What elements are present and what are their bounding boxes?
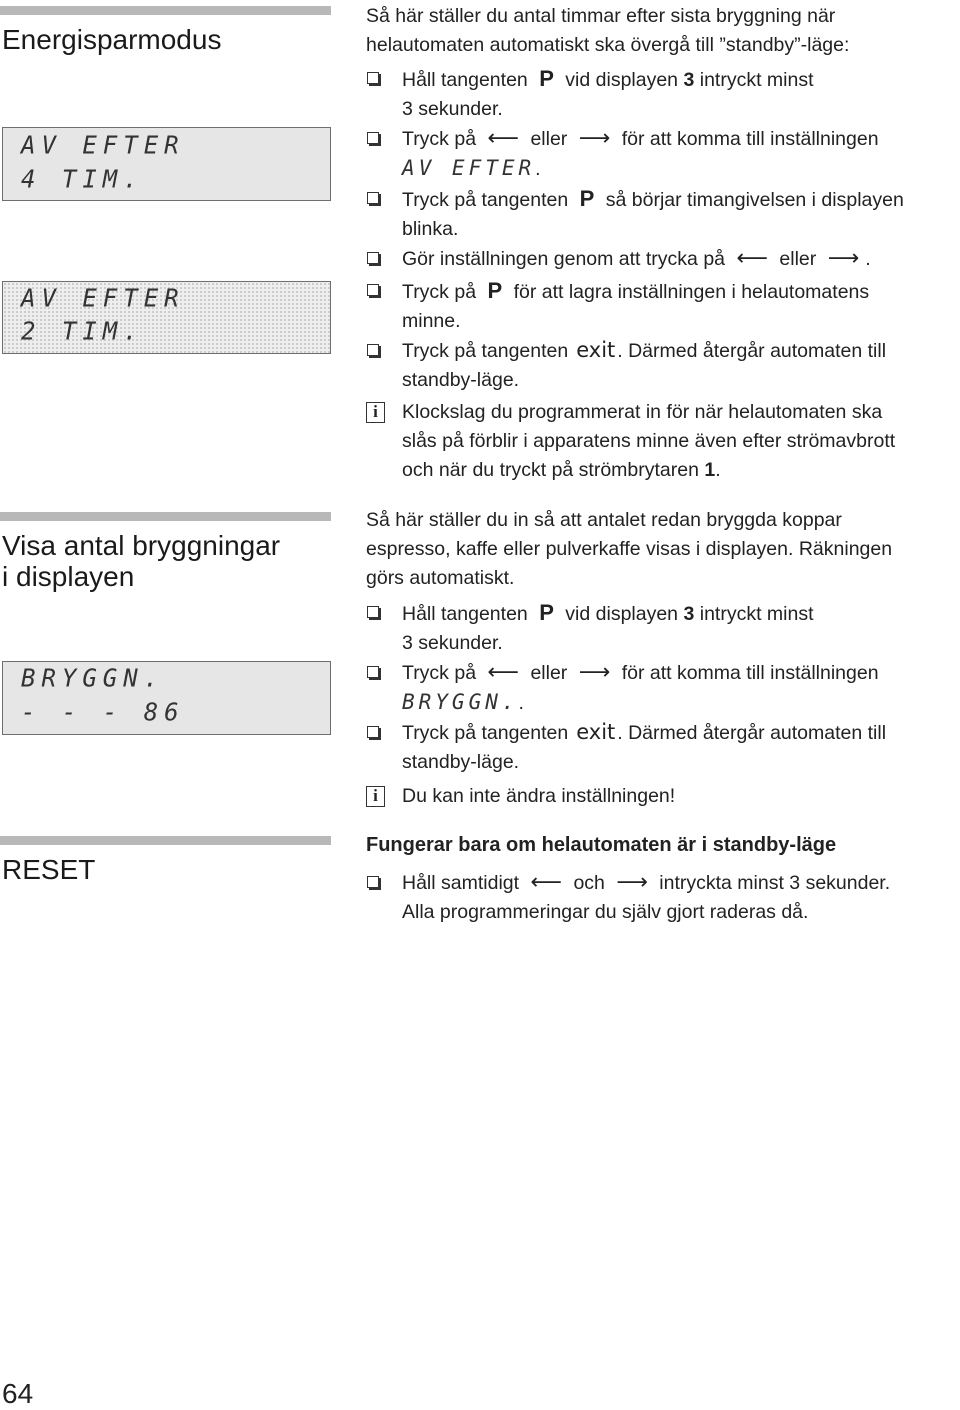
lcd-line-2: - - - 86	[21, 697, 185, 727]
step-text: för att komma till inställningen	[621, 662, 879, 684]
power-switch-number: 1	[704, 459, 716, 481]
display-text: BRYGGN.	[402, 690, 519, 714]
period: .	[865, 248, 871, 270]
right-arrow-icon: ⟶	[827, 246, 860, 271]
step-text: Tryck på tangenten	[402, 340, 569, 362]
checkbox-bullet-icon	[367, 284, 379, 296]
step-text: intryckt minst	[699, 69, 814, 91]
lcd-line-1: AV EFTER	[21, 283, 185, 313]
lcd-display-av-efter-4	[2, 127, 331, 201]
lcd-line-1: BRYGGN.	[21, 663, 165, 693]
intro-line-3: görs automatiskt.	[366, 567, 515, 589]
section-rule-reset	[0, 836, 331, 845]
right-arrow-icon: ⟶	[616, 870, 648, 895]
step-text: eller	[530, 662, 568, 684]
period: .	[535, 158, 541, 180]
heading-energisparmodus: Energisparmodus	[2, 24, 222, 55]
step-text: blinka.	[402, 218, 459, 240]
step-text: vid displayen	[565, 69, 679, 91]
step-text: minne.	[402, 310, 461, 332]
lcd-display-av-efter-2	[2, 281, 331, 354]
step-text: Tryck på tangenten	[402, 722, 569, 744]
intro-count	[366, 506, 960, 593]
left-arrow-icon: ⟵	[487, 660, 520, 685]
step-text: 3 sekunder.	[402, 632, 503, 654]
p-key-icon: P	[539, 66, 554, 91]
step-text: intryckt minst	[699, 603, 814, 625]
step-text: Håll tangenten	[402, 69, 528, 91]
p-key-icon: P	[487, 278, 503, 303]
period: .	[518, 692, 524, 714]
left-arrow-icon: ⟵	[487, 126, 520, 151]
info-text: Klockslag du programmerat in för när helautomaten ska	[402, 401, 883, 423]
info-text: och när du tryckt på strömbrytaren	[402, 459, 699, 481]
page-number: 64	[2, 1378, 34, 1409]
section-rule-energy	[0, 6, 331, 15]
exit-key-icon: exit	[576, 720, 616, 744]
lcd-line-1: AV EFTER	[21, 130, 185, 160]
checkbox-bullet-icon	[367, 192, 379, 204]
reset-subheading: Fungerar bara om helautomaten är i standby-läge	[366, 834, 837, 856]
heading-line-1: Visa antal bryggningar	[2, 530, 281, 561]
right-arrow-icon: ⟶	[578, 660, 611, 685]
step-text: Tryck på	[402, 128, 477, 150]
lcd-line-2: 4 TIM.	[21, 164, 144, 194]
lcd-line-2: 2 TIM.	[21, 316, 144, 346]
checkbox-bullet-icon	[367, 132, 379, 144]
step-text: standby-läge.	[402, 369, 520, 391]
checkbox-bullet-icon	[367, 876, 379, 888]
left-arrow-icon: ⟵	[736, 246, 768, 271]
step-text: eller	[530, 128, 568, 150]
intro-line-2: helautomaten automatiskt ska övergå till ”standby”-läge:	[366, 34, 850, 56]
p-key-icon: P	[579, 186, 595, 211]
checkbox-bullet-icon	[367, 726, 379, 738]
step-text: och	[573, 872, 605, 894]
info-text: Du kan inte ändra inställningen!	[402, 785, 676, 807]
step-text: för att komma till inställningen	[621, 128, 879, 150]
info-icon: i	[366, 402, 385, 423]
checkbox-bullet-icon	[367, 606, 379, 618]
info-text: slås på förblir i apparatens minne även efter strömavbrott	[402, 430, 896, 452]
checkbox-bullet-icon	[367, 344, 379, 356]
step-text: intryckta minst 3 sekunder.	[659, 872, 891, 894]
step-text: Håll samtidigt	[402, 872, 520, 894]
step-text: standby-läge.	[402, 751, 520, 773]
left-arrow-icon: ⟵	[530, 870, 563, 895]
intro-line-1: Så här ställer du in så att antalet redan bryggda koppar	[366, 509, 842, 531]
period: .	[715, 459, 721, 481]
display-number: 3	[683, 603, 695, 625]
step-text: så börjar timangivelsen i displayen	[605, 189, 904, 211]
exit-key-icon: exit	[576, 338, 616, 362]
step-text: Tryck på	[402, 281, 477, 303]
info-icon: i	[366, 786, 385, 807]
checkbox-bullet-icon	[367, 666, 379, 678]
checkbox-bullet-icon	[367, 72, 379, 84]
step-text: Gör inställningen genom att trycka på	[402, 248, 726, 270]
right-arrow-icon: ⟶	[578, 126, 611, 151]
p-key-icon: P	[539, 600, 554, 625]
step-text: Tryck på	[402, 662, 477, 684]
step-text: eller	[779, 248, 817, 270]
step-text: . Därmed återgår automaten till	[617, 340, 887, 362]
intro-line-2: espresso, kaffe eller pulverkaffe visas i displayen. Räkningen	[366, 538, 893, 560]
step-text: för att lagra inställningen i helautomatens	[513, 281, 870, 303]
heading-line-2: i displayen	[2, 561, 135, 592]
lcd-display-bryggn	[2, 661, 331, 735]
display-text: AV EFTER	[402, 156, 536, 180]
step-text: . Därmed återgår automaten till	[617, 722, 887, 744]
intro-energy	[366, 2, 960, 60]
section-rule-count	[0, 512, 331, 521]
heading-visa-antal	[2, 530, 280, 592]
heading-reset: RESET	[2, 854, 96, 885]
step-text: Alla programmeringar du själv gjort raderas då.	[402, 901, 809, 923]
display-number: 3	[683, 69, 695, 91]
checkbox-bullet-icon	[367, 252, 379, 264]
step-text: 3 sekunder.	[402, 98, 503, 120]
step-text: vid displayen	[565, 603, 679, 625]
step-text: Tryck på tangenten	[402, 189, 569, 211]
step-text: Håll tangenten	[402, 603, 528, 625]
intro-line-1: Så här ställer du antal timmar efter sista bryggning när	[366, 5, 836, 27]
